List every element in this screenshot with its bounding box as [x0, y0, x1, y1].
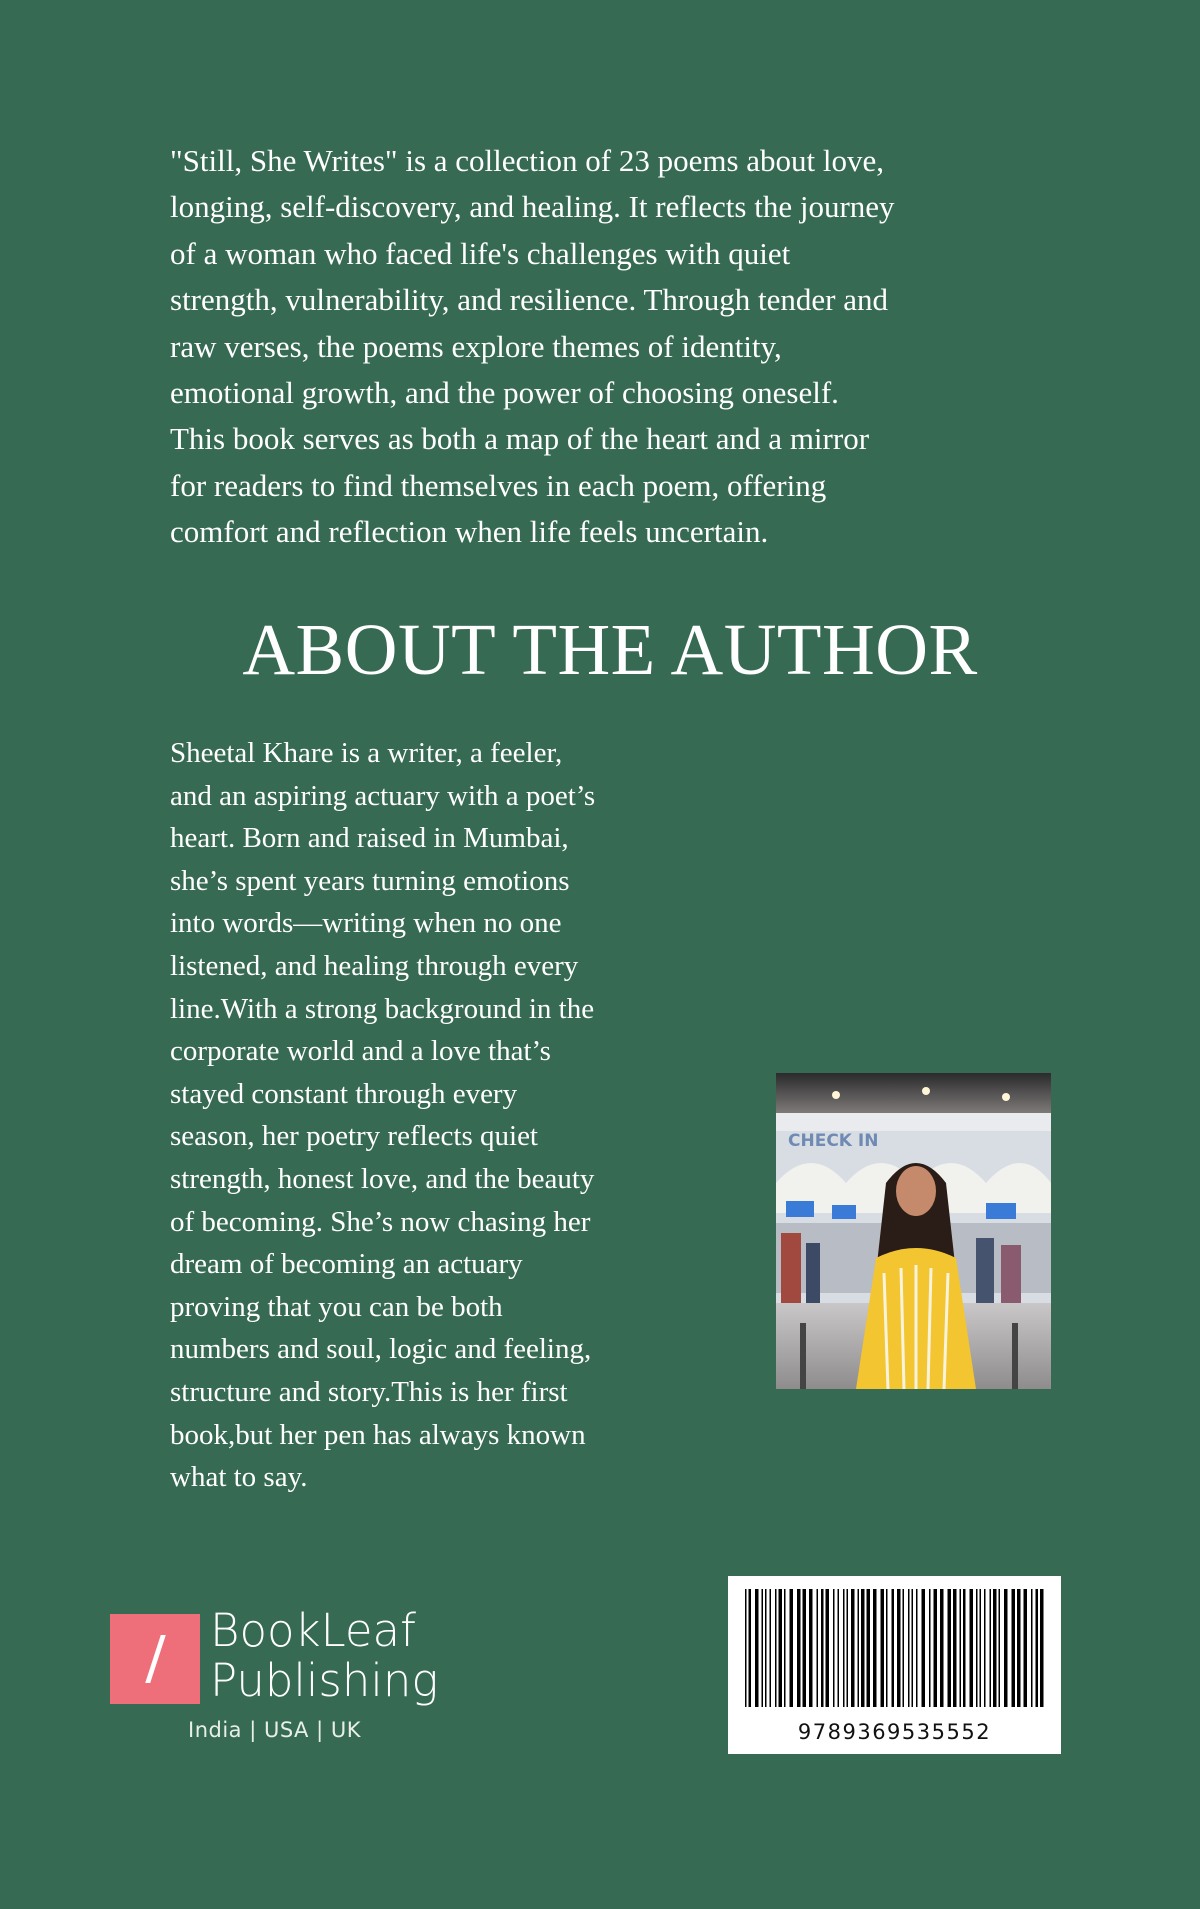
barcode-bar — [745, 1589, 747, 1707]
barcode-bar — [922, 1589, 926, 1707]
bio-line: listened, and healing through every — [170, 949, 579, 982]
barcode-bar — [984, 1589, 986, 1707]
bio-line: line.With a strong background in the — [170, 992, 595, 1025]
bio-line: strength, honest love, and the beauty — [170, 1162, 595, 1195]
barcode-bar — [1031, 1589, 1033, 1707]
bio-line: Sheetal Khare is a writer, a feeler, — [170, 737, 563, 769]
barcode-bar — [797, 1589, 801, 1707]
blurb-line: "Still, She Writes" is a collection of 23 poems about love, — [170, 143, 884, 178]
barcode-bar — [873, 1589, 877, 1707]
publisher-locations: India | USA | UK — [188, 1718, 361, 1742]
barcode-bar — [903, 1589, 905, 1707]
barcode-bar — [953, 1589, 957, 1707]
barcode-bar — [892, 1589, 895, 1707]
bio-line: and an aspiring actuary with a poet’s — [170, 779, 596, 812]
barcode-bar — [1040, 1589, 1044, 1707]
publisher-name-line2: Publishing — [210, 1654, 439, 1707]
barcode-bar — [762, 1589, 764, 1707]
barcode-bar — [770, 1589, 772, 1707]
book-blurb — [170, 138, 1010, 556]
slash-icon — [145, 1635, 166, 1683]
barcode-bar — [861, 1589, 865, 1707]
bio-line: what to say. — [170, 1461, 308, 1494]
barcode-bar — [993, 1589, 997, 1707]
barcode-bar — [908, 1589, 910, 1707]
barcode-bar — [809, 1589, 813, 1707]
barcode-bar — [1012, 1589, 1016, 1707]
publisher-logo-mark — [110, 1614, 200, 1704]
barcode-bar — [779, 1589, 783, 1707]
barcode-bar — [940, 1589, 944, 1707]
bio-line: season, her poetry reflects quiet — [170, 1120, 538, 1153]
bio-line: numbers and soul, logic and feeling, — [170, 1333, 592, 1366]
barcode-bar — [886, 1589, 888, 1707]
barcode-bar — [999, 1589, 1001, 1707]
barcode-bar — [970, 1589, 974, 1707]
barcode-bar — [803, 1589, 807, 1707]
barcode-bar — [990, 1589, 992, 1707]
author-photo-illustration — [776, 1073, 1051, 1389]
barcode-bar — [755, 1589, 759, 1707]
bio-line: proving that you can be both — [170, 1290, 503, 1323]
barcode-bar — [851, 1589, 855, 1707]
barcode-bar — [821, 1589, 824, 1707]
barcode-bar — [1004, 1589, 1008, 1707]
publisher-name — [210, 1606, 438, 1706]
barcode-bar — [881, 1589, 885, 1707]
bio-line: heart. Born and raised in Mumbai, — [170, 822, 569, 855]
barcode-bar — [1036, 1589, 1039, 1707]
barcode-bar — [897, 1589, 901, 1707]
barcode-bar — [916, 1589, 918, 1707]
barcode-bar — [833, 1589, 835, 1707]
blurb-line: emotional growth, and the power of choosing oneself. — [170, 375, 839, 411]
blurb-line: for readers to find themselves in each poem, offering — [170, 467, 827, 503]
about-author-heading: ABOUT THE AUTHOR — [242, 609, 978, 690]
bio-line: into words—writing when no one — [170, 907, 562, 940]
barcode-bar — [963, 1589, 966, 1707]
barcode-bar — [1024, 1589, 1028, 1707]
isbn-number: 9789369535552 — [797, 1720, 992, 1744]
barcode-bar — [817, 1589, 819, 1707]
barcode-bar — [826, 1589, 830, 1707]
blurb-line: longing, self-discovery, and healing. It reflects the journey — [170, 189, 895, 225]
bio-line: book,but her pen has always known — [170, 1418, 586, 1451]
barcode-bar — [838, 1589, 840, 1707]
barcode-bar — [912, 1589, 914, 1707]
barcode-bar — [784, 1589, 786, 1707]
publisher-name-line1: BookLeaf — [210, 1604, 416, 1657]
barcode-bar — [960, 1589, 962, 1707]
barcode-bar — [948, 1589, 952, 1707]
bio-line: structure and story.This is her first — [170, 1375, 568, 1408]
blurb-line: of a woman who faced life's challenges with quiet — [170, 235, 791, 271]
bio-line: stayed constant through every — [170, 1077, 518, 1110]
bio-line: corporate world and a love that’s — [170, 1035, 551, 1068]
barcode-bar — [858, 1589, 860, 1707]
barcode-bar — [934, 1589, 938, 1707]
barcode-bar — [843, 1589, 845, 1707]
barcode-bar — [867, 1589, 871, 1707]
bio-line: dream of becoming an actuary — [170, 1248, 523, 1281]
bio-line: of becoming. She’s now chasing her — [170, 1205, 591, 1238]
barcode-bar — [980, 1589, 982, 1707]
blurb-line: strength, vulnerability, and resilience. Through tender and — [170, 282, 888, 318]
blurb-line: comfort and reflection when life feels uncertain. — [170, 514, 769, 550]
barcode-bar — [929, 1589, 931, 1707]
barcode-bar — [976, 1589, 978, 1707]
author-photo — [776, 1073, 1051, 1389]
isbn-barcode — [728, 1576, 1061, 1754]
author-bio — [170, 732, 670, 1499]
blurb-line: raw verses, the poems explore themes of identity, — [170, 328, 782, 364]
bio-line: she’s spent years turning emotions — [170, 864, 570, 897]
barcode-bar — [749, 1589, 752, 1707]
photo-sign-text: CHECK IN — [788, 1131, 879, 1151]
barcode-bar — [847, 1589, 849, 1707]
barcode-bar — [790, 1589, 794, 1707]
barcode-bar — [775, 1589, 777, 1707]
blurb-line: This book serves as both a map of the heart and a mirror — [170, 421, 870, 457]
barcode-bar — [765, 1589, 767, 1707]
barcode-bars — [741, 1589, 1048, 1717]
barcode-bar — [1017, 1589, 1021, 1707]
